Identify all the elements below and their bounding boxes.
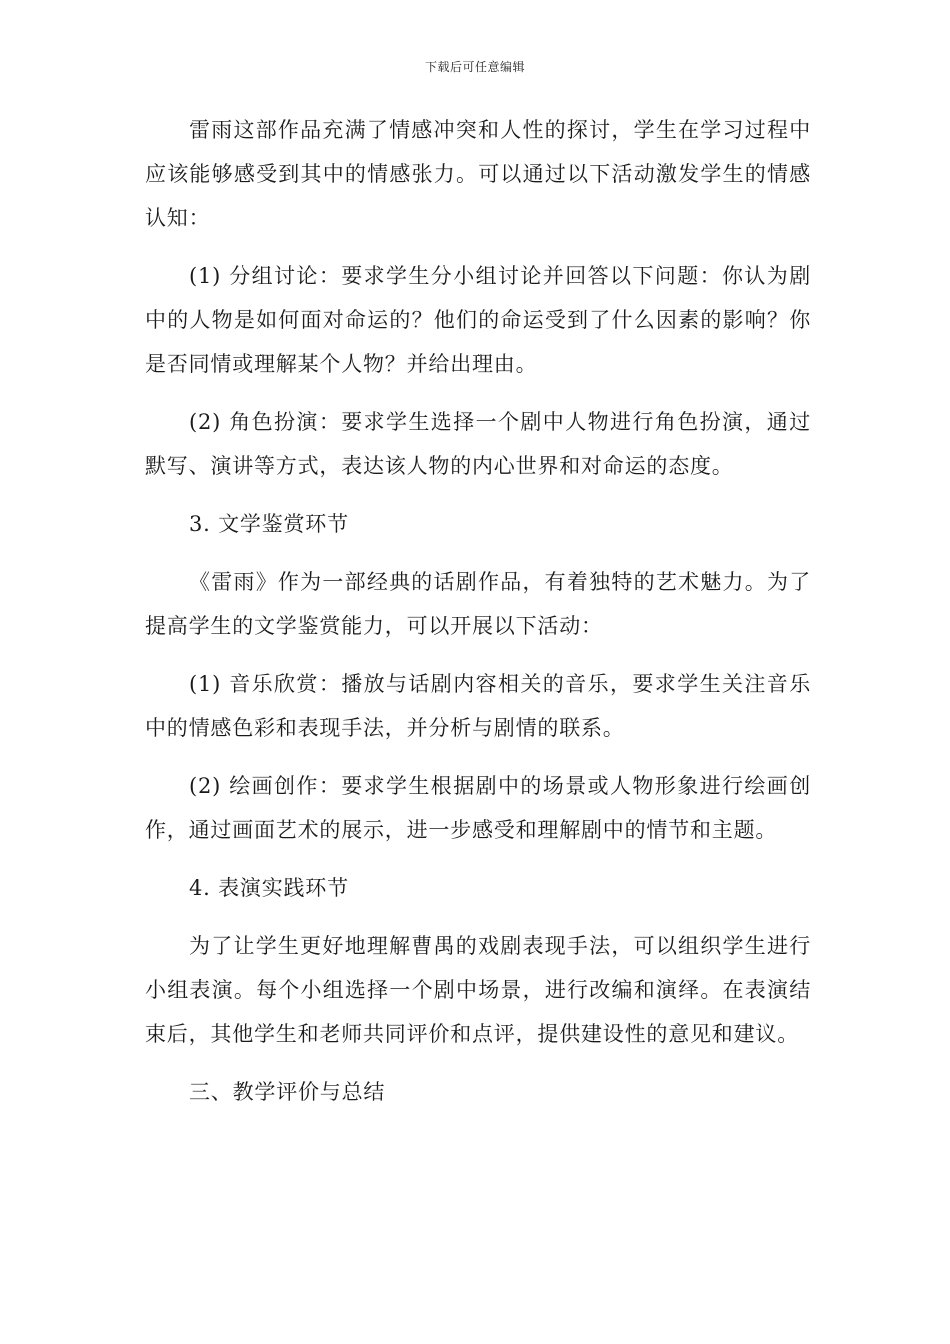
paragraph-performance-practice: 为了让学生更好地理解曹禺的戏剧表现手法，可以组织学生进行小组表演。每个小组选择一个剧中场景，进行改编和演绎。在表演结束后，其他学生和老师共同评价和点评，提供建设性的意见和建议。 [145, 934, 811, 1046]
paragraph-role-play: (2) 角色扮演：要求学生选择一个剧中人物进行角色扮演，通过默写、演讲等方式，表达该人物的内心世界和对命运的态度。 [145, 410, 811, 478]
paragraph-literary-appreciation: 《雷雨》作为一部经典的话剧作品，有着独特的艺术魅力。为了提高学生的文学鉴赏能力，可以开展以下活动： [145, 570, 811, 638]
section-heading-evaluation-summary: 三、教学评价与总结 [189, 1080, 386, 1104]
section-heading-performance-practice: 4. 表演实践环节 [189, 876, 349, 900]
paragraph-group-discussion: (1) 分组讨论：要求学生分小组讨论并回答以下问题：你认为剧中的人物是如何面对命运的？他们的命运受到了什么因素的影响？你是否同情或理解某个人物？并给出理由。 [145, 264, 811, 376]
header-note: 下载后可任意编辑 [424, 60, 525, 74]
paragraph-painting-creation: (2) 绘画创作：要求学生根据剧中的场景或人物形象进行绘画创作，通过画面艺术的展示，进一步感受和理解剧中的情节和主题。 [145, 774, 811, 842]
document-body [145, 108, 811, 1128]
section-heading-literary-appreciation: 3. 文学鉴赏环节 [189, 512, 349, 536]
paragraph-intro: 雷雨这部作品充满了情感冲突和人性的探讨，学生在学习过程中应该能够感受到其中的情感张力。可以通过以下活动激发学生的情感认知： [145, 118, 811, 230]
paragraph-music-appreciation: (1) 音乐欣赏：播放与话剧内容相关的音乐，要求学生关注音乐中的情感色彩和表现手法，并分析与剧情的联系。 [145, 672, 811, 740]
